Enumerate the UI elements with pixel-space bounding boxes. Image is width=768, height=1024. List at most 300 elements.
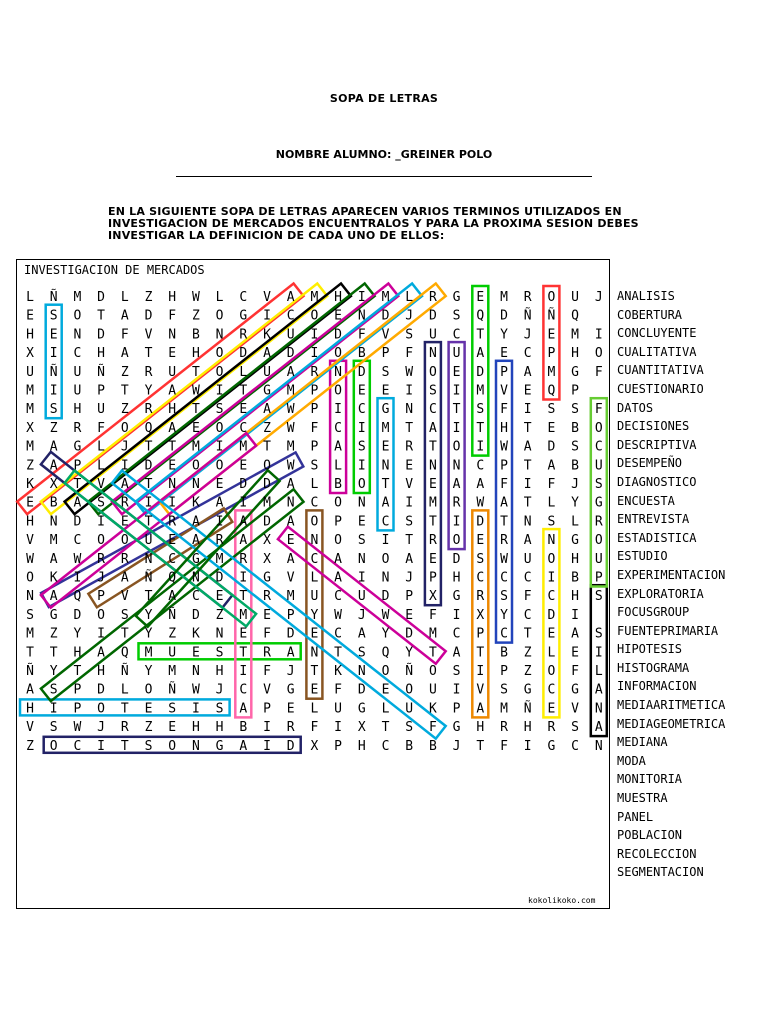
grid-letter: U bbox=[286, 327, 295, 343]
word-list-item: CUESTIONARIO bbox=[617, 381, 704, 396]
grid-letter: V bbox=[263, 290, 271, 305]
grid-letter: N bbox=[168, 477, 177, 492]
grid-letter: D bbox=[547, 439, 556, 455]
grid-letter: E bbox=[547, 420, 556, 436]
grid-letter: Q bbox=[571, 308, 580, 324]
grid-letter: J bbox=[97, 570, 106, 586]
grid-letter: I bbox=[571, 607, 580, 623]
grid-letter: L bbox=[97, 439, 106, 455]
grid-letter: I bbox=[191, 701, 200, 717]
word-list-item: DESEMPEÑO bbox=[617, 456, 683, 471]
grid-letter: K bbox=[191, 495, 200, 511]
grid-letter: P bbox=[310, 439, 319, 455]
grid-letter: L bbox=[310, 477, 319, 492]
grid-letter: E bbox=[357, 514, 366, 530]
grid-letter: P bbox=[97, 383, 106, 399]
grid-letter: M bbox=[500, 290, 508, 305]
grid-letter: P bbox=[286, 607, 295, 623]
grid-letter: F bbox=[310, 720, 319, 736]
grid-letter: P bbox=[97, 589, 106, 605]
grid-letter: N bbox=[428, 458, 437, 474]
grid-letter: S bbox=[500, 682, 508, 698]
grid-letter: S bbox=[428, 383, 437, 399]
grid-letter: S bbox=[476, 402, 485, 418]
grid-letter: I bbox=[357, 458, 366, 474]
grid-letter: P bbox=[500, 664, 508, 679]
grid-letter: A bbox=[428, 420, 437, 436]
grid-letter: A bbox=[286, 477, 295, 492]
grid-letter: I bbox=[49, 383, 58, 399]
grid-letter: A bbox=[191, 533, 200, 549]
grid-letter: O bbox=[144, 682, 153, 698]
grid-letter: W bbox=[286, 420, 295, 436]
word-list-item: CONCLUYENTE bbox=[617, 326, 697, 341]
grid-letter: I bbox=[97, 626, 106, 642]
grid-letter: J bbox=[120, 439, 129, 455]
grid-letter: X bbox=[310, 738, 319, 754]
grid-letter: G bbox=[49, 607, 58, 623]
grid-letter: T bbox=[120, 626, 129, 642]
grid-letter: O bbox=[120, 533, 129, 549]
grid-letter: Y bbox=[73, 626, 82, 642]
grid-letter: C bbox=[547, 682, 556, 698]
word-list-item: DATOS bbox=[617, 400, 654, 415]
grid-letter: E bbox=[168, 346, 177, 362]
grid-letter: E bbox=[49, 327, 58, 343]
grid-letter: I bbox=[49, 701, 58, 717]
grid-letter: U bbox=[594, 458, 603, 474]
grid-letter: E bbox=[334, 308, 343, 324]
grid-letter: R bbox=[500, 720, 508, 736]
grid-letter: D bbox=[500, 308, 508, 324]
grid-letter: I bbox=[310, 327, 319, 343]
grid-letter: Y bbox=[500, 607, 508, 623]
grid-letter: O bbox=[215, 346, 224, 362]
grid-letter: L bbox=[97, 458, 106, 474]
grid-letter: N bbox=[191, 664, 200, 679]
grid-letter: A bbox=[452, 477, 461, 492]
grid-letter: I bbox=[97, 514, 106, 530]
grid-letter: P bbox=[571, 383, 580, 399]
grid-letter: J bbox=[594, 290, 603, 305]
grid-letter: W bbox=[26, 551, 34, 567]
grid-letter: A bbox=[286, 364, 295, 380]
grid-letter: X bbox=[357, 720, 366, 736]
grid-letter: Z bbox=[120, 364, 129, 380]
grid-letter: N bbox=[357, 495, 366, 511]
grid-letter: R bbox=[523, 290, 532, 305]
grid-letter: A bbox=[191, 514, 200, 530]
grid-letter: T bbox=[239, 589, 248, 605]
grid-letter: I bbox=[334, 402, 343, 418]
grid-letter: B bbox=[571, 420, 580, 436]
grid-letter: Y bbox=[144, 626, 153, 642]
grid-letter: Z bbox=[191, 308, 200, 324]
found-word-highlight bbox=[41, 284, 327, 515]
grid-letter: T bbox=[144, 477, 153, 492]
grid-letter: E bbox=[26, 495, 34, 511]
grid-letter: P bbox=[263, 701, 271, 717]
grid-letter: H bbox=[73, 645, 82, 661]
grid-letter: W bbox=[73, 720, 82, 736]
grid-letter: F bbox=[120, 327, 129, 343]
grid-letter: E bbox=[500, 346, 508, 362]
grid-letter: Y bbox=[571, 495, 580, 511]
grid-letter: I bbox=[263, 738, 271, 754]
grid-letter: M bbox=[168, 664, 177, 679]
grid-letter: E bbox=[168, 720, 177, 736]
grid-letter: M bbox=[263, 495, 271, 511]
word-list-item: HISTOGRAMA bbox=[617, 660, 690, 675]
word-list-item: FOCUSGROUP bbox=[617, 605, 690, 620]
grid-letter: R bbox=[594, 514, 603, 530]
grid-letter: B bbox=[571, 570, 580, 586]
grid-letter: E bbox=[476, 533, 485, 549]
grid-letter: G bbox=[191, 551, 200, 567]
grid-letter: Ñ bbox=[523, 308, 532, 324]
grid-letter: Ñ bbox=[168, 682, 177, 698]
grid-letter: E bbox=[381, 439, 390, 455]
grid-letter: I bbox=[381, 533, 390, 549]
grid-letter: Y bbox=[500, 327, 508, 343]
grid-letter: E bbox=[310, 626, 319, 642]
grid-letter: T bbox=[476, 645, 485, 661]
grid-letter: M bbox=[26, 626, 34, 642]
grid-letter: L bbox=[405, 290, 414, 305]
grid-letter: T bbox=[144, 589, 153, 605]
grid-letter: N bbox=[594, 701, 603, 717]
grid-letter: O bbox=[97, 533, 106, 549]
grid-letter: D bbox=[97, 290, 106, 305]
grid-letter: D bbox=[428, 308, 437, 324]
grid-letter: A bbox=[334, 439, 343, 455]
grid-letter: E bbox=[357, 383, 366, 399]
grid-letter: F bbox=[310, 420, 319, 436]
grid-letter: N bbox=[286, 495, 295, 511]
grid-letter: B bbox=[357, 346, 366, 362]
grid-letter: Y bbox=[144, 383, 153, 399]
grid-letter: A bbox=[120, 346, 129, 362]
grid-letter: F bbox=[263, 664, 271, 679]
grid-letter: S bbox=[49, 308, 58, 324]
grid-letter: O bbox=[334, 383, 343, 399]
grid-letter: L bbox=[215, 290, 224, 305]
grid-letter: V bbox=[286, 570, 295, 586]
grid-letter: W bbox=[286, 458, 295, 474]
grid-letter: O bbox=[73, 308, 82, 324]
grid-letter: P bbox=[73, 682, 82, 698]
grid-letter: D bbox=[405, 626, 414, 642]
grid-letter: R bbox=[428, 290, 437, 305]
grid-letter: J bbox=[97, 720, 106, 736]
grid-letter: K bbox=[263, 327, 271, 343]
grid-letter: T bbox=[523, 420, 532, 436]
grid-letter: N bbox=[357, 664, 366, 679]
grid-letter: R bbox=[215, 533, 224, 549]
grid-letter: A bbox=[239, 701, 248, 717]
grid-letter: F bbox=[334, 682, 343, 698]
grid-letter: S bbox=[49, 682, 58, 698]
grid-letter: C bbox=[239, 420, 248, 436]
grid-letter: C bbox=[476, 458, 485, 474]
grid-letter: M bbox=[239, 607, 248, 623]
grid-letter: L bbox=[310, 701, 319, 717]
grid-letter: K bbox=[191, 626, 200, 642]
grid-letter: W bbox=[191, 290, 200, 305]
grid-letter: G bbox=[571, 682, 580, 698]
grid-letter: D bbox=[239, 346, 248, 362]
grid-letter: T bbox=[120, 701, 129, 717]
grid-letter: L bbox=[26, 290, 34, 305]
word-list-item: ENTREVISTA bbox=[617, 512, 690, 527]
grid-letter: N bbox=[191, 738, 200, 754]
word-list-item: INFORMACION bbox=[617, 679, 697, 694]
grid-letter: H bbox=[523, 720, 532, 736]
grid-letter: D bbox=[286, 738, 295, 754]
grid-letter: N bbox=[357, 308, 366, 324]
grid-letter: B bbox=[405, 738, 414, 754]
grid-letter: C bbox=[239, 290, 248, 305]
grid-letter: I bbox=[452, 420, 461, 436]
grid-letter: S bbox=[97, 495, 106, 511]
grid-letter: D bbox=[97, 327, 106, 343]
grid-letter: A bbox=[97, 645, 106, 661]
grid-letter: C bbox=[381, 514, 390, 530]
grid-letter: I bbox=[452, 607, 461, 623]
grid-letter: R bbox=[144, 402, 153, 418]
grid-letter: N bbox=[191, 477, 200, 492]
grid-letter: I bbox=[523, 402, 532, 418]
grid-letter: O bbox=[310, 514, 319, 530]
grid-letter: I bbox=[49, 346, 58, 362]
grid-letter: U bbox=[405, 701, 414, 717]
grid-letter: A bbox=[286, 645, 295, 661]
grid-letter: W bbox=[476, 495, 485, 511]
grid-letter: N bbox=[26, 589, 34, 605]
grid-letter: S bbox=[49, 720, 58, 736]
grid-letter: M bbox=[286, 589, 295, 605]
grid-letter: Z bbox=[26, 738, 34, 754]
grid-letter: S bbox=[120, 607, 129, 623]
grid-letter: E bbox=[286, 533, 295, 549]
grid-letter: O bbox=[26, 570, 34, 586]
grid-letter: U bbox=[26, 364, 34, 380]
word-list-item: CUALITATIVA bbox=[617, 344, 697, 359]
grid-letter: Z bbox=[523, 645, 532, 661]
grid-letter: C bbox=[168, 551, 177, 567]
grid-letter: Z bbox=[523, 664, 532, 679]
grid-letter: Z bbox=[215, 607, 224, 623]
grid-letter: J bbox=[452, 738, 461, 754]
grid-letter: W bbox=[191, 383, 200, 399]
grid-letter: I bbox=[168, 495, 177, 511]
grid-letter: Z bbox=[49, 420, 58, 436]
grid-letter: M bbox=[476, 383, 485, 399]
grid-letter: T bbox=[26, 645, 34, 661]
grid-letter: S bbox=[594, 477, 603, 492]
grid-letter: A bbox=[49, 458, 58, 474]
grid-letter: D bbox=[547, 607, 556, 623]
word-list-item: RECOLECCION bbox=[617, 846, 697, 861]
grid-letter: F bbox=[357, 327, 366, 343]
grid-letter: I bbox=[239, 664, 248, 679]
grid-letter: D bbox=[452, 551, 461, 567]
grid-letter: U bbox=[73, 383, 82, 399]
grid-letter: X bbox=[26, 420, 34, 436]
grid-letter: H bbox=[191, 346, 200, 362]
grid-letter: V bbox=[26, 533, 34, 549]
grid-letter: O bbox=[215, 458, 224, 474]
grid-letter: P bbox=[334, 514, 343, 530]
grid-letter: E bbox=[239, 402, 248, 418]
grid-letter: Ñ bbox=[49, 364, 58, 380]
grid-letter: H bbox=[571, 346, 580, 362]
grid-letter: G bbox=[286, 682, 295, 698]
grid-letter: T bbox=[428, 645, 437, 661]
grid-letter: F bbox=[523, 589, 532, 605]
grid-letter: E bbox=[476, 290, 485, 305]
word-list-item: DECISIONES bbox=[617, 419, 690, 434]
grid-letter: S bbox=[381, 364, 390, 380]
grid-letter: L bbox=[594, 664, 603, 679]
grid-letter: R bbox=[97, 551, 106, 567]
grid-letter: R bbox=[286, 720, 295, 736]
grid-letter: S bbox=[26, 607, 34, 623]
grid-letter: F bbox=[594, 402, 603, 418]
grid-letter: U bbox=[428, 327, 437, 343]
grid-letter: F bbox=[168, 308, 177, 324]
grid-letter: M bbox=[547, 364, 556, 380]
grid-letter: R bbox=[500, 533, 508, 549]
grid-letter: S bbox=[144, 738, 153, 754]
grid-letter: B bbox=[428, 738, 437, 754]
grid-letter: S bbox=[452, 308, 461, 324]
word-list bbox=[617, 287, 725, 882]
grid-letter: O bbox=[97, 701, 106, 717]
word-list-item: EXPLORATORIA bbox=[617, 586, 704, 601]
grid-letter: S bbox=[405, 514, 414, 530]
grid-letter: K bbox=[334, 664, 343, 679]
grid-letter: A bbox=[381, 495, 390, 511]
grid-letter: U bbox=[523, 551, 532, 567]
grid-letter: A bbox=[594, 720, 603, 736]
word-list-item: EXPERIMENTACION bbox=[617, 567, 726, 582]
grid-letter: C bbox=[357, 402, 366, 418]
grid-letter: U bbox=[571, 290, 580, 305]
grid-letter: G bbox=[215, 738, 224, 754]
word-list-item: ESTADISTICA bbox=[617, 530, 697, 545]
grid-letter: Z bbox=[144, 720, 153, 736]
grid-letter: C bbox=[286, 308, 295, 324]
grid-letter: J bbox=[405, 570, 414, 586]
grid-letter: D bbox=[144, 308, 153, 324]
grid-letter: A bbox=[168, 383, 177, 399]
grid-letter: H bbox=[73, 402, 82, 418]
grid-letter: Z bbox=[168, 626, 177, 642]
grid-letter: M bbox=[381, 420, 390, 436]
grid-letter: E bbox=[547, 327, 556, 343]
grid-letter: E bbox=[381, 383, 390, 399]
grid-letter: C bbox=[500, 626, 508, 642]
grid-letter: G bbox=[381, 402, 390, 418]
grid-letter: A bbox=[523, 439, 532, 455]
grid-letter: O bbox=[97, 607, 106, 623]
grid-letter: D bbox=[286, 346, 295, 362]
grid-letter: I bbox=[334, 720, 343, 736]
grid-letter: T bbox=[428, 439, 437, 455]
grid-letter: X bbox=[263, 551, 271, 567]
grid-letter: J bbox=[357, 607, 366, 623]
grid-letter: F bbox=[594, 364, 603, 380]
grid-letter: A bbox=[594, 682, 603, 698]
grid-letter: E bbox=[381, 682, 390, 698]
grid-letter: Q bbox=[381, 645, 390, 661]
grid-letter: Z bbox=[120, 402, 129, 418]
grid-letter: E bbox=[405, 607, 414, 623]
grid-letter: X bbox=[49, 477, 58, 492]
grid-letter: Ñ bbox=[168, 607, 177, 623]
grid-letter: P bbox=[334, 738, 343, 754]
grid-letter: B bbox=[334, 477, 343, 492]
grid-letter: O bbox=[381, 551, 390, 567]
grid-letter: O bbox=[547, 664, 556, 679]
grid-letter: A bbox=[49, 551, 58, 567]
grid-letter: U bbox=[97, 402, 106, 418]
grid-letter: U bbox=[144, 533, 153, 549]
grid-letter: O bbox=[547, 551, 556, 567]
grid-letter: C bbox=[452, 327, 461, 343]
grid-letter: T bbox=[239, 383, 248, 399]
grid-letter: S bbox=[357, 533, 366, 549]
word-list-item: DESCRIPTIVA bbox=[617, 437, 697, 452]
grid-letter: N bbox=[381, 458, 390, 474]
grid-letter: A bbox=[49, 439, 58, 455]
grid-letter: Z bbox=[144, 290, 153, 305]
grid-letter: I bbox=[97, 738, 106, 754]
page-title: SOPA DE LETRAS bbox=[329, 92, 439, 105]
word-list-item: ESTUDIO bbox=[617, 549, 668, 564]
grid-letter: D bbox=[476, 364, 485, 380]
grid-letter: L bbox=[547, 645, 556, 661]
grid-letter: Q bbox=[73, 589, 82, 605]
grid-letter: S bbox=[405, 720, 414, 736]
grid-letter: E bbox=[428, 477, 437, 492]
grid-letter: D bbox=[97, 682, 106, 698]
grid-letter: A bbox=[405, 551, 414, 567]
grid-letter: C bbox=[310, 551, 319, 567]
grid-letter: T bbox=[168, 439, 177, 455]
grid-letter: E bbox=[452, 364, 461, 380]
grid-letter: N bbox=[215, 626, 224, 642]
grid-letter: X bbox=[26, 346, 34, 362]
grid-letter: L bbox=[239, 364, 248, 380]
grid-letter: A bbox=[120, 570, 129, 586]
grid-letter: B bbox=[239, 720, 248, 736]
grid-letter: F bbox=[97, 420, 106, 436]
grid-letter: D bbox=[381, 589, 390, 605]
grid-letter: P bbox=[381, 346, 390, 362]
grid-letter: V bbox=[500, 383, 508, 399]
grid-letter: Ñ bbox=[523, 701, 532, 717]
grid-letter: L bbox=[334, 458, 343, 474]
grid-letter: N bbox=[357, 551, 366, 567]
grid-letter: S bbox=[310, 458, 319, 474]
grid-letter: I bbox=[594, 645, 603, 661]
grid-letter: Q bbox=[120, 645, 129, 661]
grid-letter: H bbox=[476, 720, 485, 736]
found-word-highlight bbox=[88, 284, 374, 515]
grid-letter: H bbox=[452, 570, 461, 586]
